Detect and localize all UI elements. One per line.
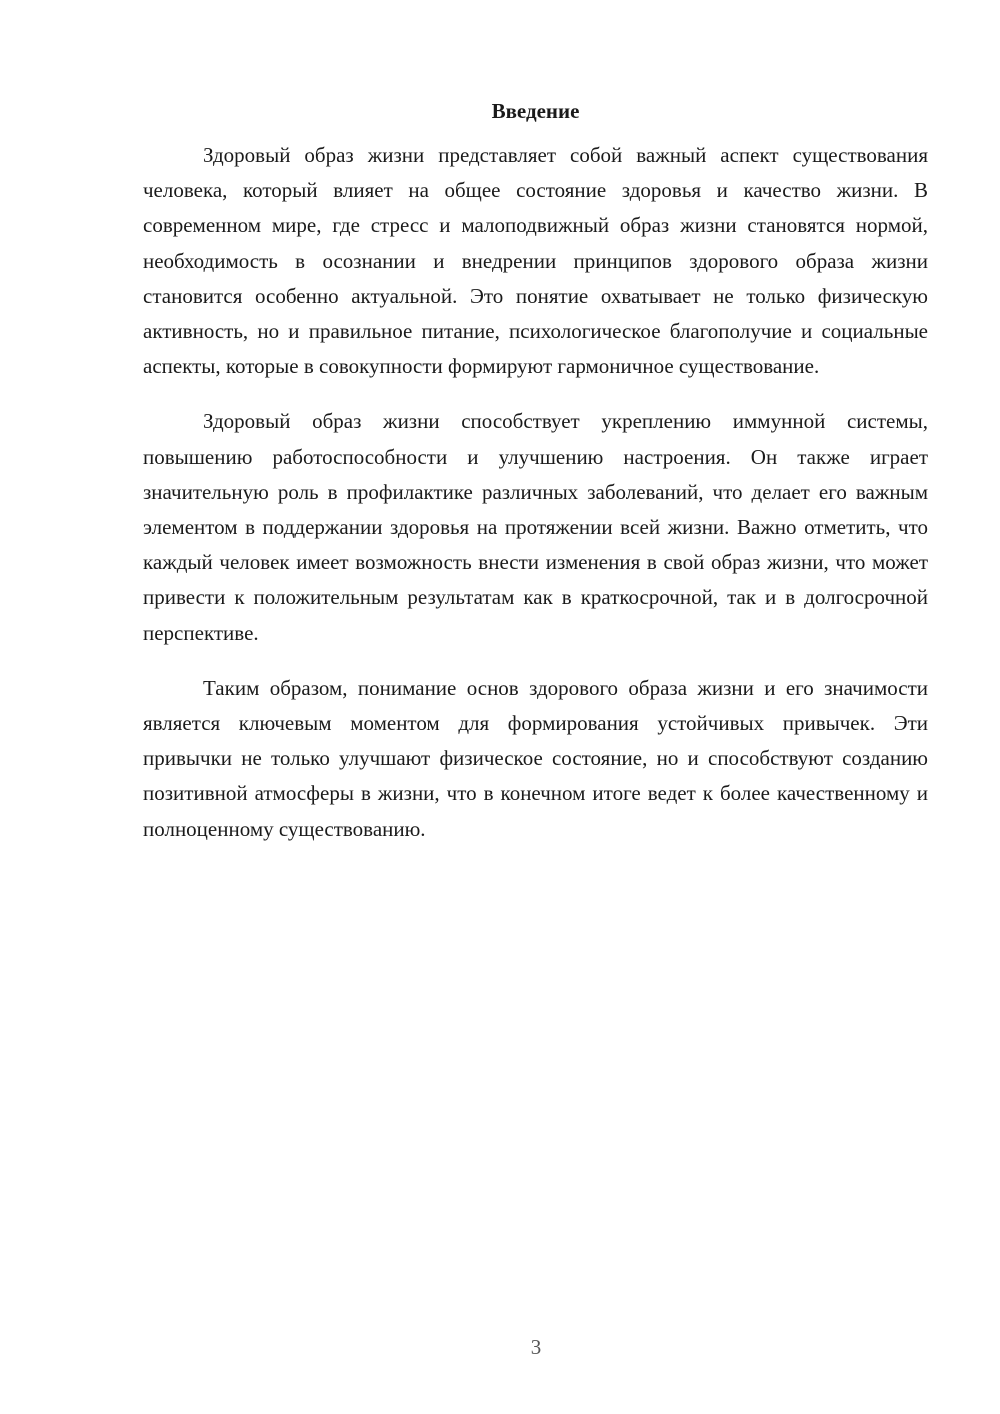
paragraph-3: Таким образом, понимание основ здорового образа жизни и его значимости является ключевым моментом для формирования устойчивых привычек. Эти привычки не только улучшают физическое состояние, но и способствуют созданию позитивной атмосферы в жизни, что в конечном итоге ведет к более качественному и полноценному существованию. [143,675,928,841]
paragraph-2: Здоровый образ жизни способствует укреплению иммунной системы, повышению работоспособности и улучшению настроения. Он также играет значительную роль в профилактике различных заболеваний, что делает его важным элементом в поддержании здоровья на протяжении всей жизни. Важно отметить, что каждый человек имеет возможность внести изменения в свой образ жизни, что может привести к положительным результатам как в краткосрочной, так и в долгосрочной перспективе. [143,409,928,645]
page-content [143,96,928,867]
section-title: Введение [491,99,580,123]
paragraph-1: Здоровый образ жизни представляет собой важный аспект существования человека, который влияет на общее состояние здоровья и качество жизни. В современном мире, где стресс и малоподвижный образ жизни становятся нормой, необходимость в осознании и внедрении принципов здорового образа жизни становится особенно актуальной. Это понятие охватывает не только физическую активность, но и правильное питание, психологическое благополучие и социальные аспекты, которые в совокупности формируют гармоничное существование. [143,143,928,379]
page-number: 3 [530,1335,542,1359]
